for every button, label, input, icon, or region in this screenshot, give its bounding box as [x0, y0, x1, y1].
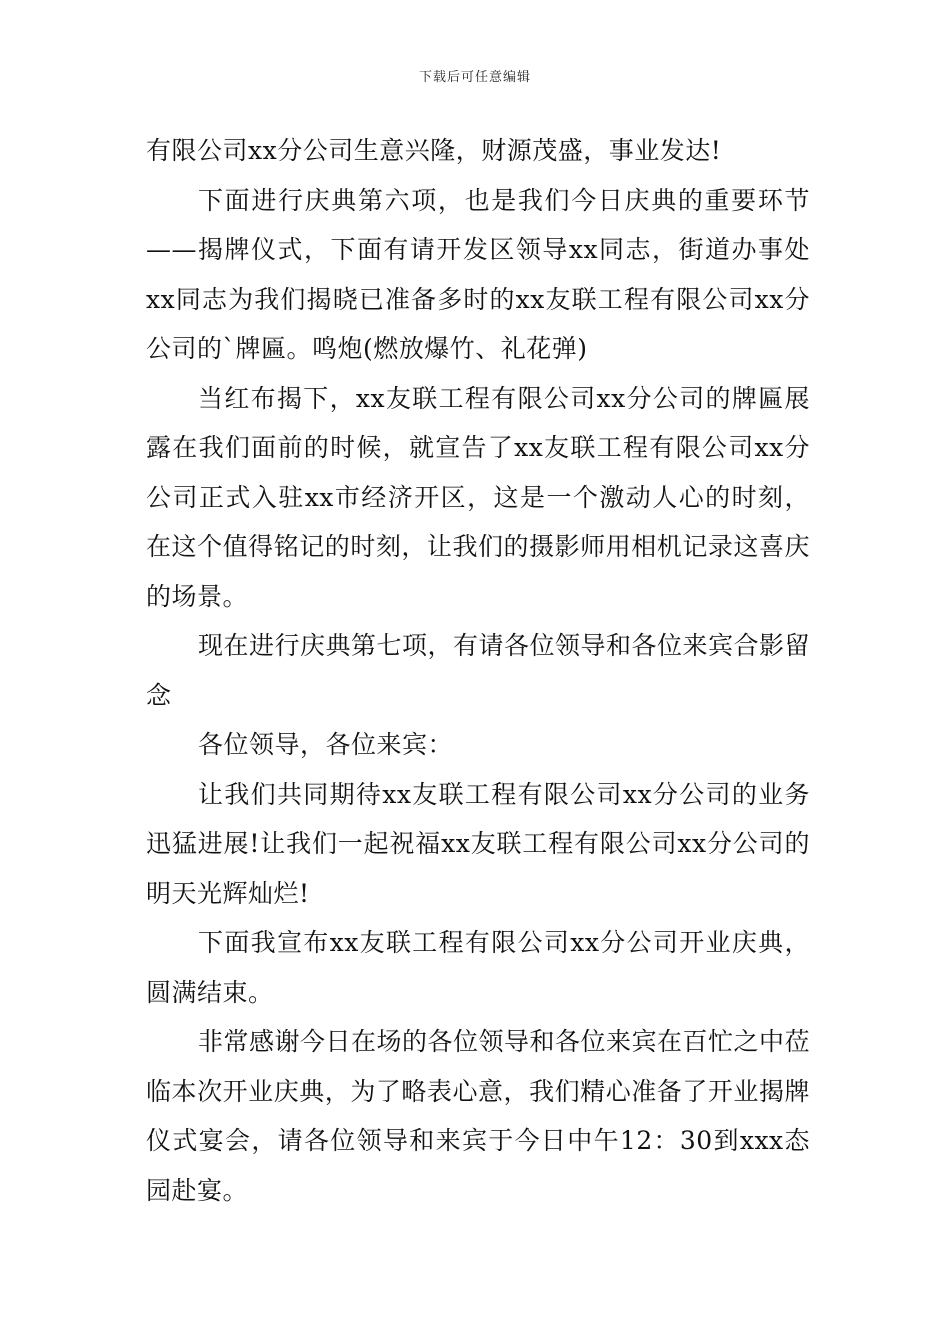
paragraph-4: 现在进行庆典第七项，有请各位领导和各位来宾合影留念: [146, 631, 811, 710]
paragraph-3: 当红布揭下，xx友联工程有限公司xx分公司的牌匾展露在我们面前的时候，就宣告了xx友联工程有限公司xx分公司正式入驻xx市经济开区，这是一个激动人心的时刻，在这个值得铭记的时刻，让我们的摄影师用相机记录这喜庆的场景。: [146, 383, 810, 611]
paragraph-5: 各位领导，各位来宾：: [198, 730, 454, 759]
paragraph-6: 让我们共同期待xx友联工程有限公司xx分公司的业务迅猛进展!让我们一起祝福xx友联工程有限公司xx分公司的明天光辉灿烂!: [146, 779, 810, 908]
paragraph-1: 有限公司xx分公司生意兴隆，财源茂盛，事业发达!: [146, 136, 722, 165]
paragraph-7: 下面我宣布xx友联工程有限公司xx分公司开业庆典，圆满结束。: [146, 928, 810, 1007]
paragraph-8: 非常感谢今日在场的各位领导和各位来宾在百忙之中莅临本次开业庆典，为了略表心意，我们精心准备了开业揭牌仪式宴会，请各位领导和来宾于今日中午12：30到xxx态园赴宴。: [146, 1027, 811, 1205]
document-body: [146, 126, 810, 1215]
page-header: 下载后可任意编辑: [418, 70, 531, 85]
paragraph-2: 下面进行庆典第六项，也是我们今日庆典的重要环节——揭牌仪式，下面有请开发区领导xx同志，街道办事处xx同志为我们揭晓已准备多时的xx友联工程有限公司xx分公司的`牌匾。鸣炮(燃放爆竹、礼花弹): [146, 185, 810, 363]
